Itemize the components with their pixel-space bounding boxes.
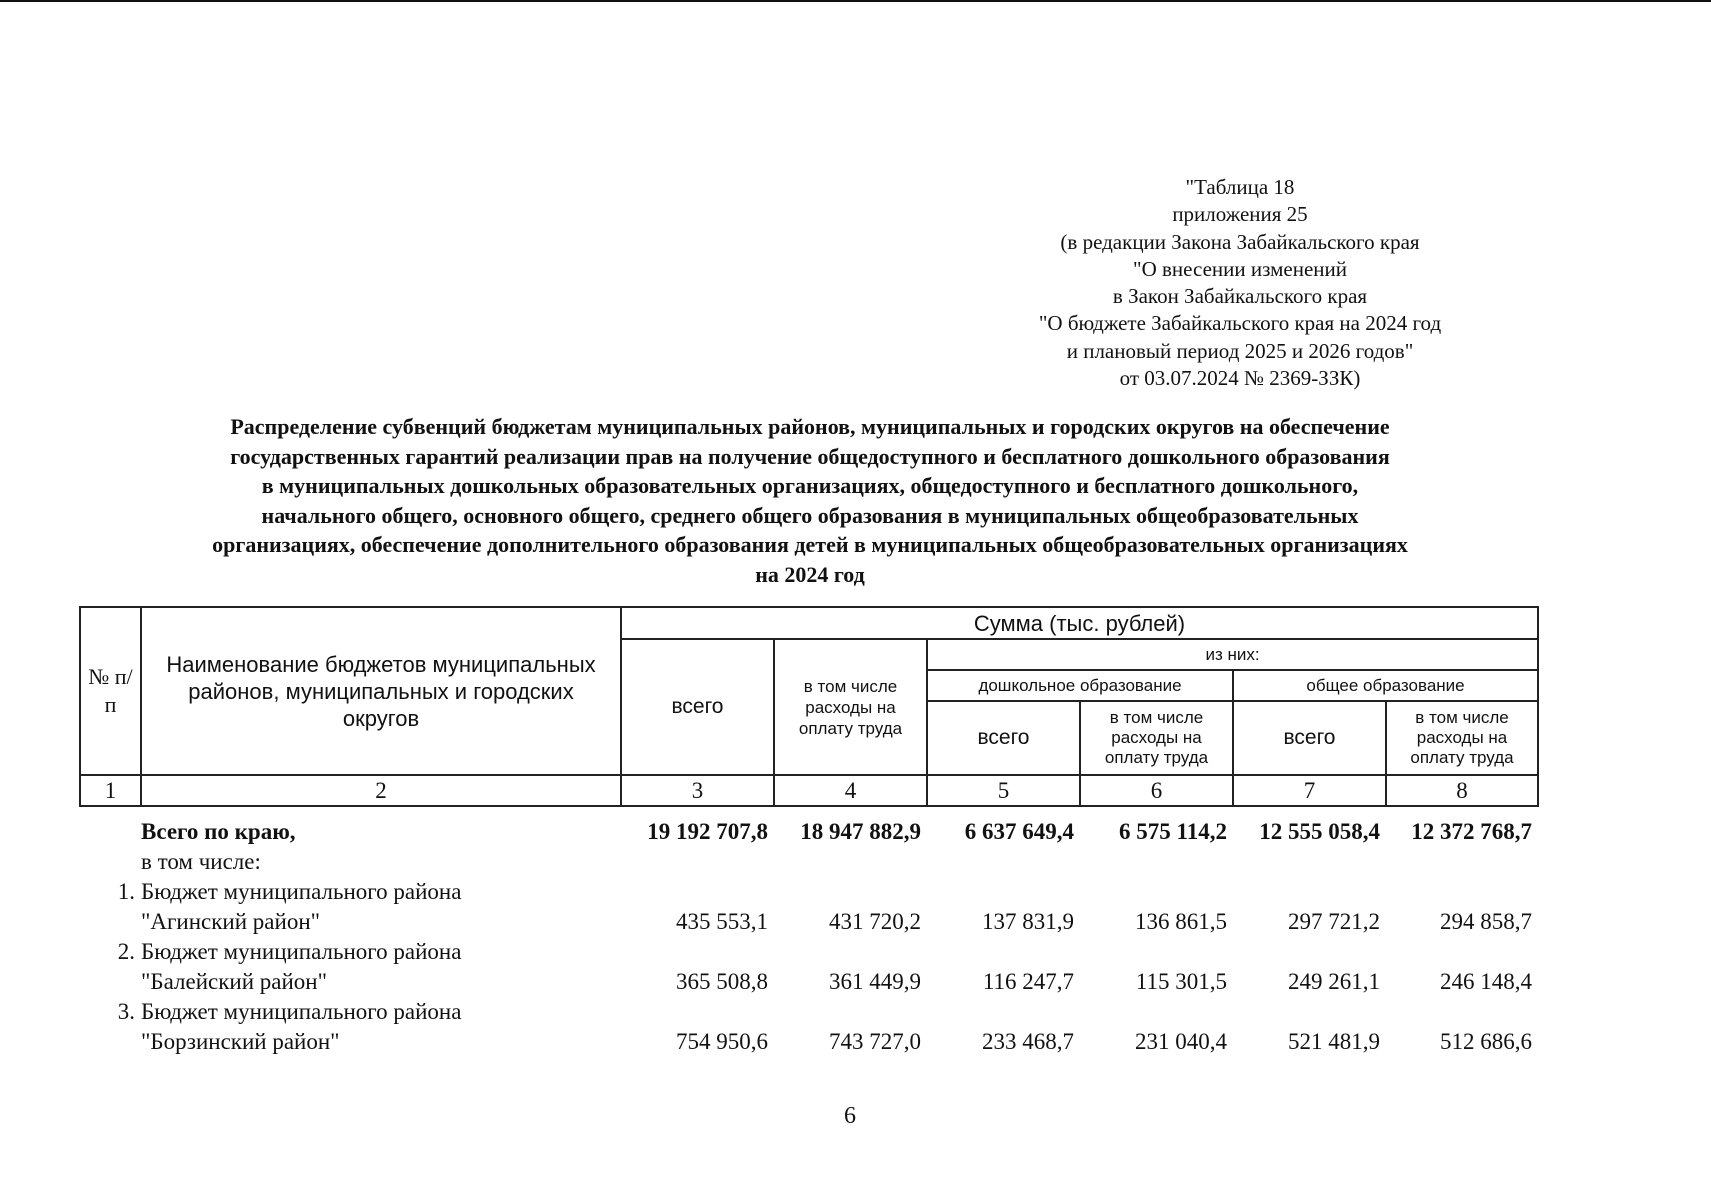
row-value: 361 449,9 <box>829 969 921 994</box>
total-row <box>80 806 1538 847</box>
column-number: 3 <box>621 775 774 806</box>
title-line: организациях, обеспечение дополнительного образования детей в муниципальных общеобразовательных организациях <box>212 532 1408 557</box>
document-title <box>60 412 1560 589</box>
header-note-line: от 03.07.2024 № 2369-ЗЗК) <box>1119 366 1361 391</box>
total-value: 18 947 882,9 <box>800 819 921 844</box>
row-value: 512 686,6 <box>1440 1029 1533 1054</box>
header-total: всего <box>621 639 774 775</box>
header-note-line: в Закон Забайкальского края <box>1112 284 1368 309</box>
header-total-wages: в том числе расходы на оплату труда <box>774 639 927 775</box>
column-number: 8 <box>1386 775 1538 806</box>
subvention-table <box>79 606 1539 1057</box>
table-row <box>80 997 1538 1057</box>
column-number: 7 <box>1233 775 1386 806</box>
row-budget-name: Бюджет муниципального района "Агинский район" <box>141 879 462 934</box>
row-value: 115 301,5 <box>1135 969 1227 994</box>
table-row <box>80 877 1538 937</box>
row-number: 1. <box>117 879 135 904</box>
page-number: 6 <box>844 1103 856 1129</box>
total-label: Всего по краю, <box>141 819 296 844</box>
row-value: 743 727,0 <box>829 1029 921 1054</box>
total-value: 12 555 058,4 <box>1259 819 1380 844</box>
header-general-wages: в том числе расходы на оплату труда <box>1386 701 1538 775</box>
title-line: в муниципальных дошкольных образовательных организациях, общедоступного и бесплатного дошкольного, <box>261 473 1359 498</box>
total-value: 6 575 114,2 <box>1119 819 1227 844</box>
header-note <box>960 174 1520 392</box>
in-that-number-label: в том числе: <box>141 849 261 874</box>
column-number: 4 <box>774 775 927 806</box>
header-note-line: приложения 25 <box>1172 202 1308 227</box>
row-budget-name: Бюджет муниципального района "Балейский район" <box>141 939 462 994</box>
top-border-line <box>0 0 1711 2</box>
column-number: 2 <box>141 775 621 806</box>
header-preschool: дошкольное образование <box>927 670 1233 701</box>
total-value: 6 637 649,4 <box>964 819 1074 844</box>
row-value: 116 247,7 <box>982 969 1074 994</box>
row-value: 297 721,2 <box>1288 909 1380 934</box>
column-number: 1 <box>80 775 141 806</box>
row-budget-name: Бюджет муниципального района "Борзинский район" <box>141 999 462 1054</box>
row-value: 754 950,6 <box>676 1029 768 1054</box>
row-value: 246 148,4 <box>1440 969 1533 994</box>
title-line: на 2024 год <box>755 561 865 587</box>
in-that-number-row <box>80 847 1538 877</box>
header-preschool-wages: в том числе расходы на оплату труда <box>1080 701 1233 775</box>
header-note-line: "О внесении изменений <box>1133 256 1347 281</box>
title-line: начального общего, основного общего, среднего общего образования в муниципальных общеобразовательных <box>261 502 1359 528</box>
row-value: 231 040,4 <box>1135 1029 1227 1054</box>
total-value: 12 372 768,7 <box>1411 819 1533 844</box>
header-preschool-total: всего <box>927 701 1080 775</box>
header-note-line: (в редакции Закона Забайкальского края <box>1060 229 1420 254</box>
row-value: 137 831,9 <box>982 909 1074 934</box>
row-value: 249 261,1 <box>1288 969 1380 994</box>
row-value: 435 553,1 <box>676 909 768 934</box>
column-number: 5 <box>927 775 1080 806</box>
header-note-line: "Таблица 18 <box>1185 175 1295 199</box>
row-number: 3. <box>117 999 135 1024</box>
header-sum: Сумма (тыс. рублей) <box>621 607 1538 639</box>
header-note-line: и плановый период 2025 и 2026 годов" <box>1066 338 1414 363</box>
header-note-line: "О бюджете Забайкальского края на 2024 год <box>1038 311 1442 336</box>
header-of-them: из них: <box>927 639 1538 670</box>
table-row <box>80 937 1538 997</box>
header-general: общее образование <box>1233 670 1538 701</box>
header-number: № п/п <box>80 607 141 775</box>
title-line: государственных гарантий реализации прав на получение общедоступного и бесплатного дошкольного образования <box>230 443 1390 469</box>
row-number: 2. <box>117 939 135 964</box>
header-budget-name: Наименование бюджетов муниципальных районов, муниципальных и городских округов <box>141 607 621 775</box>
total-value: 19 192 707,8 <box>647 819 768 844</box>
row-value: 431 720,2 <box>829 909 921 934</box>
row-value: 136 861,5 <box>1135 909 1227 934</box>
row-value: 521 481,9 <box>1288 1029 1380 1054</box>
row-value: 365 508,8 <box>676 969 768 994</box>
row-value: 233 468,7 <box>982 1029 1074 1054</box>
column-number: 6 <box>1080 775 1233 806</box>
row-value: 294 858,7 <box>1440 909 1533 934</box>
header-general-total: всего <box>1233 701 1386 775</box>
title-line: Распределение субвенций бюджетам муниципальных районов, муниципальных и городских округов на обеспечение <box>230 414 1390 439</box>
